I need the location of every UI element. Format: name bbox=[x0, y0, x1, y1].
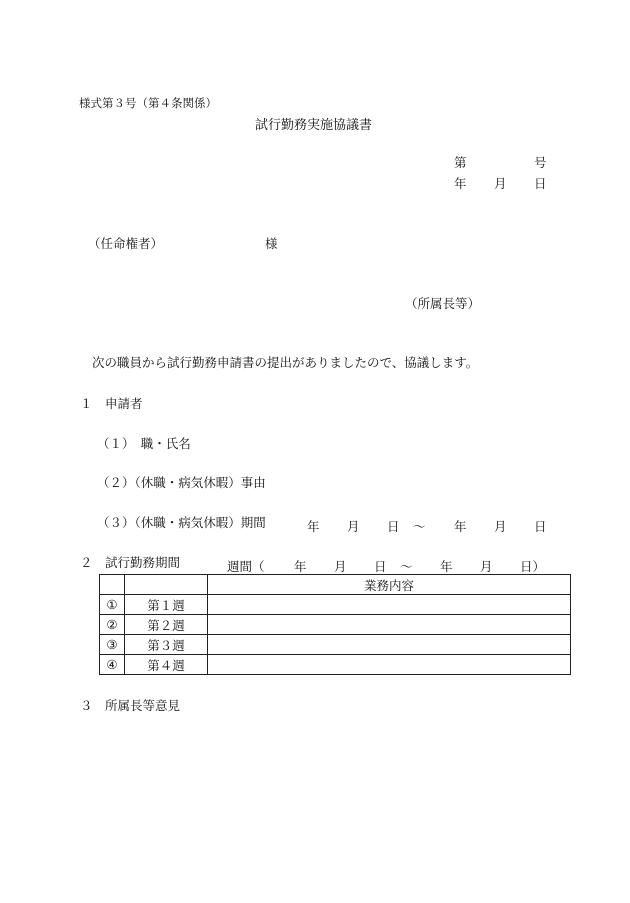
row-week: 第１週 bbox=[125, 595, 208, 615]
leave-period-item: （３）（休職・病気休暇）期間 bbox=[97, 515, 266, 530]
section3-heading: ３ 所属長等意見 bbox=[80, 698, 181, 713]
date-year-label: 年 bbox=[454, 176, 467, 191]
trial-end-month: 月 bbox=[480, 559, 493, 574]
date-day-label: 日 bbox=[534, 176, 547, 191]
table-header-content: 業務内容 bbox=[208, 575, 571, 595]
row-content[interactable] bbox=[208, 595, 571, 615]
trial-start-day: 日 bbox=[374, 559, 387, 574]
row-week: 第３週 bbox=[125, 635, 208, 655]
section1-heading: １ 申請者 bbox=[80, 396, 143, 411]
leave-end-year: 年 bbox=[454, 519, 467, 534]
leave-start-year: 年 bbox=[307, 519, 320, 534]
leave-start-day: 日 bbox=[387, 519, 400, 534]
table-row bbox=[100, 595, 571, 615]
leave-tilde: ～ bbox=[413, 519, 426, 534]
leave-end-day: 日 bbox=[534, 519, 547, 534]
trial-start-year: 年 bbox=[294, 559, 307, 574]
reference-dai: 第 bbox=[454, 155, 467, 170]
table-row bbox=[100, 635, 571, 655]
row-number: ③ bbox=[100, 635, 125, 655]
trial-end-day: 日） bbox=[520, 559, 546, 574]
applicant-name-item: （１） 職・氏名 bbox=[97, 436, 191, 451]
table-header-blank-2 bbox=[125, 575, 208, 595]
row-content[interactable] bbox=[208, 655, 571, 675]
trial-start-month: 月 bbox=[334, 559, 347, 574]
row-content[interactable] bbox=[208, 635, 571, 655]
document-title: 試行勤務実施協議書 bbox=[255, 118, 373, 133]
row-number: ① bbox=[100, 595, 125, 615]
row-number: ④ bbox=[100, 655, 125, 675]
trial-weeks-open: 週間（ bbox=[227, 559, 265, 574]
weekly-plan-table bbox=[99, 574, 571, 675]
date-month-label: 月 bbox=[494, 176, 507, 191]
row-week: 第４週 bbox=[125, 655, 208, 675]
leave-reason-item: （２）（休職・病気休暇）事由 bbox=[97, 475, 266, 490]
trial-tilde: ～ bbox=[400, 559, 413, 574]
table-row bbox=[100, 655, 571, 675]
reference-go: 号 bbox=[534, 155, 547, 170]
row-week: 第２週 bbox=[125, 615, 208, 635]
row-content[interactable] bbox=[208, 615, 571, 635]
table-header-row bbox=[100, 575, 571, 595]
table-row bbox=[100, 615, 571, 635]
sender-label: （所属長等） bbox=[405, 296, 481, 311]
trial-end-year: 年 bbox=[440, 559, 453, 574]
leave-start-month: 月 bbox=[347, 519, 360, 534]
leave-end-month: 月 bbox=[494, 519, 507, 534]
addressee-honorific: 様 bbox=[265, 236, 278, 251]
row-number: ② bbox=[100, 615, 125, 635]
addressee-label: （任命権者） bbox=[88, 236, 164, 251]
intro-text: 次の職員から試行勤務申請書の提出がありましたので、協議します。 bbox=[92, 355, 479, 370]
table-header-blank-1 bbox=[100, 575, 125, 595]
section2-heading: ２ 試行勤務期間 bbox=[80, 555, 181, 570]
form-number: 様式第３号（第４条関係） bbox=[79, 96, 217, 110]
